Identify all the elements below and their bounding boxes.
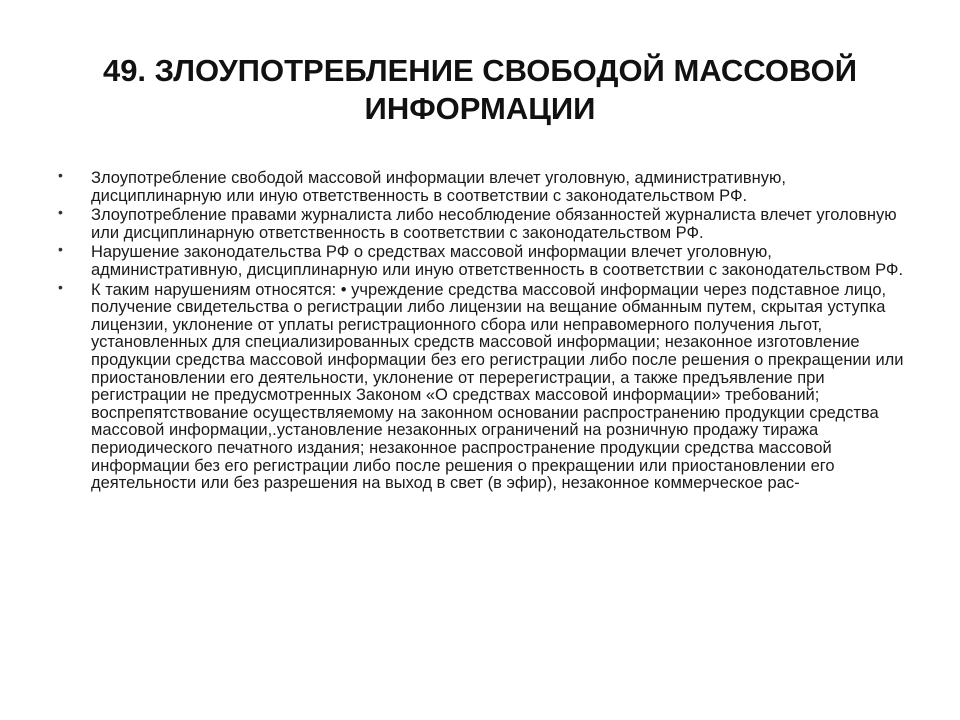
list-item	[58, 278, 908, 493]
bullet-text: Нарушение законодательства РФ о средствах массовой информации влечет уголовную, административную, дисциплинарную или иную ответственность в соответствии с законодательством РФ.	[91, 243, 904, 279]
slide-title: 49. ЗЛОУПОТРЕБЛЕНИЕ СВОБОДОЙ МАССОВОЙ ИНФОРМАЦИИ	[102, 53, 858, 126]
bullet-list	[58, 167, 908, 495]
bullet-icon: •	[58, 278, 63, 295]
list-item	[58, 167, 908, 205]
bullet-icon: •	[58, 204, 63, 221]
bullet-icon: •	[58, 241, 63, 258]
list-item	[58, 241, 908, 279]
bullet-text: К таким нарушениям относятся: • учреждение средства массовой информации через подставное лицо, получение свидетельства о регистрации либо лицензии на вещание обманным путем, скрытая уступка лицензии, уклонение от уплаты регистрационного сбора или неправомерного получения льгот, установленных для специализированных средств массовой информации; незаконное изготовление продукции средства массовой информации без его регистрации либо после решения о прекращении или приостановлении его деятельности, уклонение от перерегистрации, а также предъявление при регистрации не предусмотренных Законом «О средствах массовой информации» требований; воспрепятствование осуществляемому на законном основании распространению продукции средства массовой информации,.установление незаконных ограничений на розничную продажу тиража периодического печатного издания; незаконное распространение продукции средства массовой информации без его регистрации либо после решения о прекращении или приостановлении его деятельности или без разрешения на выход в свет (в эфир), незаконное коммерческое рас-	[91, 280, 904, 493]
bullet-text: Злоупотребление свободой массовой информации влечет уголовную, административную, дисциплинарную или иную ответственность в соответствии с законодательством РФ.	[91, 169, 786, 205]
bullet-text: Злоупотребление правами журналиста либо несоблюдение обязанностей журналиста влечет уголовную или дисциплинарную ответственность в соответствии с законодательством РФ.	[91, 206, 897, 242]
list-item	[58, 204, 908, 242]
bullet-icon: •	[58, 167, 63, 183]
